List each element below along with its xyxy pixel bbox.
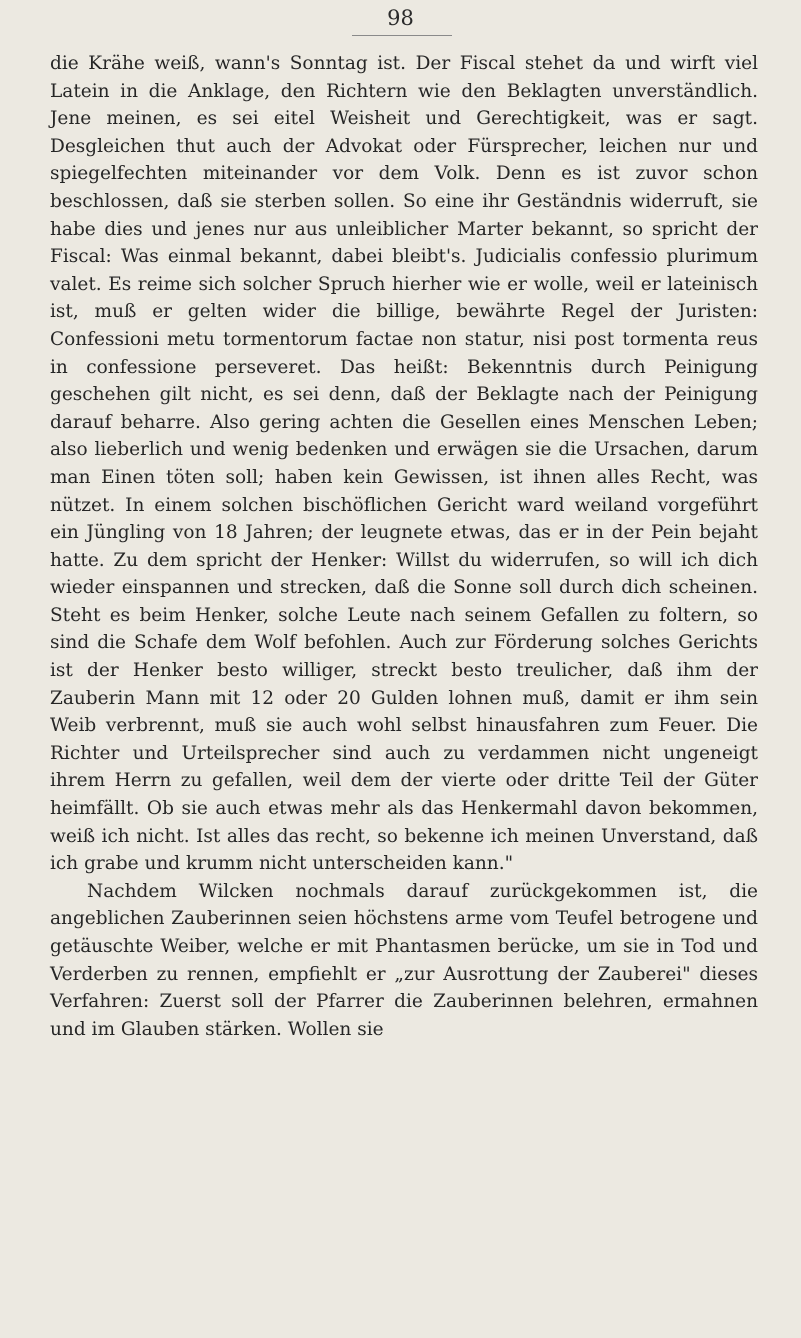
header-rule: [352, 35, 452, 36]
page-number: 98: [387, 6, 414, 30]
paragraph: Nachdem Wilcken nochmals darauf zurückgekommen ist, die angeblichen Zauberinnen seien höchstens arme vom Teufel betrogene und getäuschte Weiber, welche er mit Phantasmen berücke, um sie in Tod und Verderben zu rennen, empfiehlt er „zur Ausrottung der Zauberei" dieses Verfahren: Zuerst soll der Pfarrer die Zauberinnen belehren, ermahnen und im Glauben stärken. Wollen sie: [50, 880, 758, 1040]
paragraph: die Krähe weiß, wann's Sonntag ist. Der Fiscal stehet da und wirft viel Latein in die Anklage, den Richtern wie den Beklagten unverständlich. Jene meinen, es sei eitel Weisheit und Gerechtigkeit, was er sagt. Desgleichen thut auch der Advokat oder Fürsprecher, leichen nur und spiegelfechten miteinander vor dem Volk. Denn es ist zuvor schon beschlossen, daß sie sterben sollen. So eine ihr Geständnis widerruft, sie habe dies und jenes nur aus unleiblicher Marter bekannt, so spricht der Fiscal: Was einmal bekannt, dabei bleibt's. Judicialis confessio plurimum valet. Es reime sich solcher Spruch hierher wie er wolle, weil er lateinisch ist, muß er gelten wider die billige, bewährte Regel der Juristen: Confessioni metu tormentorum factae non statur, nisi post tormenta reus in confessione perseveret. Das heißt: Bekenntnis durch Peinigung geschehen gilt nicht, es sei denn, daß der Beklagte nach der Peinigung darauf beharre. Also gering achten die Gesellen eines Menschen Leben; also lieberlich und wenig bedenken und erwägen sie die Ursachen, darum man Einen töten soll; haben kein Gewissen, ist ihnen alles Recht, was nützet. In einem solchen bischöflichen Gericht ward weiland vorgeführt ein Jüngling von 18 Jahren; der leugnete etwas, das er in der Pein bejaht hatte. Zu dem spricht der Henker: Willst du widerrufen, so will ich dich wieder einspannen und strecken, daß die Sonne soll durch dich scheinen. Steht es beim Henker, solche Leute nach seinem Gefallen zu foltern, so sind die Schafe dem Wolf befohlen. Auch zur Förderung solches Gerichts ist der Henker besto williger, streckt besto treulicher, daß ihm der Zauberin Mann mit 12 oder 20 Gulden lohnen muß, damit er ihm sein Weib verbrennt, muß sie auch wohl selbst hinausfahren zum Feuer. Die Richter und Urteilsprecher sind auch zu verdammen nicht ungeneigt ihrem Herrn zu gefallen, weil dem der vierte oder dritte Teil der Güter heimfällt. Ob sie auch etwas mehr als das Henkermahl davon bekommen, weiß ich nicht. Ist alles das recht, so bekenne ich meinen Unverstand, daß ich grabe und krumm nicht unterscheiden kann.": [50, 53, 758, 875]
body-text: [50, 50, 758, 1043]
